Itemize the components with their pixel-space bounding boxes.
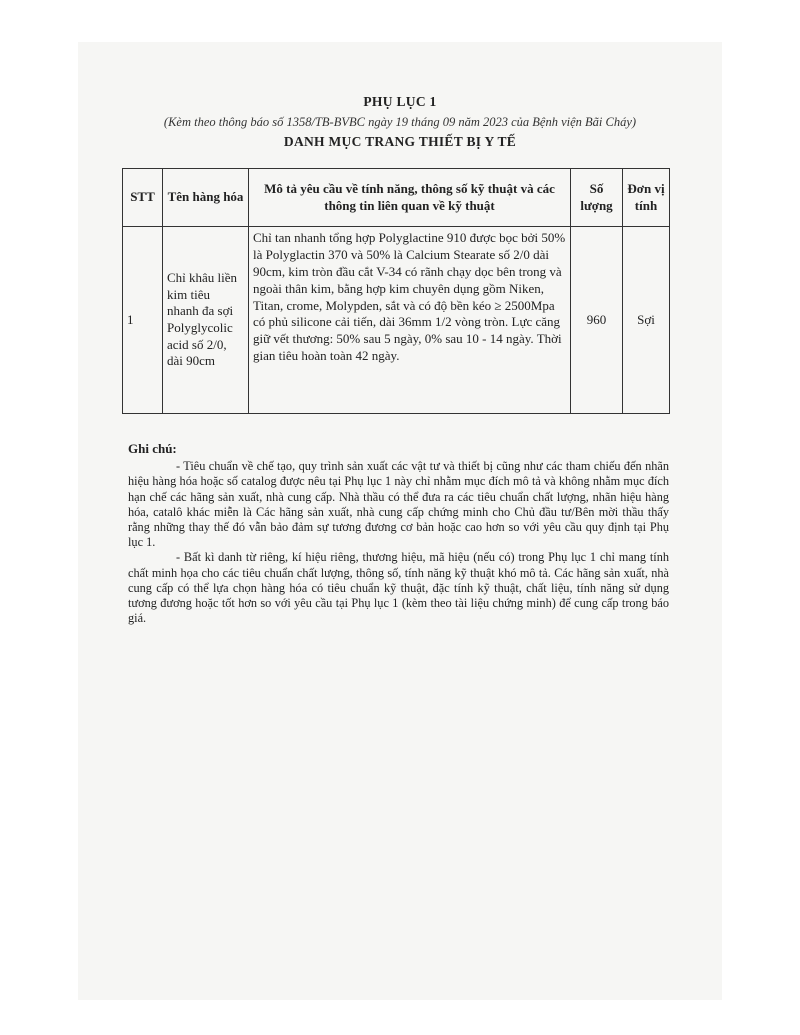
cell-name: Chỉ khâu liền kim tiêu nhanh đa sợi Polyglycolic acid số 2/0, dài 90cm — [163, 227, 249, 414]
notes-title: Ghi chú: — [128, 441, 177, 456]
note-paragraph-1: - Tiêu chuẩn về chế tạo, quy trình sản xuất các vật tư và thiết bị cũng như các tham chiếu đến nhãn hiệu hàng hóa hoặc số catalog được nêu tại Phụ lục 1 này chỉ nhằm mục đích mô tả và không nhằm mục đích hạn chế các hãng sản xuất, nhà cung cấp. Nhà thầu có thể đưa ra các tiêu chuẩn chất lượng, nhãn hiệu hàng hóa, catalô khác miễn là Các hãng sản xuất, nhà cung cấp chứng minh cho Chủ đầu tư/Bên mời thầu thấy rằng những thay thế đó vẫn bảo đảm sự tương đương cơ bản hoặc cao hơn so với yêu cầu quy định tại Phụ lục 1. — [128, 459, 669, 550]
note-paragraph-2: - Bất kì danh từ riêng, kí hiệu riêng, thương hiệu, mã hiệu (nếu có) trong Phụ lục 1 chỉ mang tính chất minh họa cho các tiêu chuẩn chất lượng, thông số, tính năng kỹ thuật khó mô tả. Các hãng sản xuất, nhà cung cấp có thể lựa chọn hàng hóa có tiêu chuẩn kỹ thuật, đặc tính kỹ thuật, chất liệu, tính năng sử dụng tương đương hoặc tốt hơn so với yêu cầu tại Phụ lục 1 (kèm theo tài liệu chứng minh) để cung cấp trong báo giá. — [128, 550, 669, 626]
notes-section — [128, 441, 669, 626]
header-description: Mô tả yêu cầu về tính năng, thông số kỹ thuật và các thông tin liên quan về kỹ thuật — [249, 169, 571, 227]
header-quantity: Số lượng — [571, 169, 623, 227]
header-stt: STT — [123, 169, 163, 227]
cell-unit: Sợi — [623, 227, 670, 414]
document-title: PHỤ LỤC 1 — [363, 94, 437, 109]
table-header-row — [123, 169, 670, 227]
header-unit: Đơn vị tính — [623, 169, 670, 227]
document-heading: DANH MỤC TRANG THIẾT BỊ Y TẾ — [283, 134, 517, 149]
table-row — [123, 227, 670, 414]
document-subtitle: (Kèm theo thông báo số 1358/TB-BVBC ngày 19 tháng 09 năm 2023 của Bệnh viện Bãi Cháy) — [163, 115, 637, 129]
cell-quantity: 960 — [571, 227, 623, 414]
cell-stt: 1 — [123, 227, 163, 414]
header-name: Tên hàng hóa — [163, 169, 249, 227]
cell-description: Chỉ tan nhanh tổng hợp Polyglactine 910 được bọc bởi 50% là Polyglactin 370 và 50% là Calcium Stearate số 2/0 dài 90cm, kim tròn đầu cắt V-34 có rãnh chạy dọc bên trong và ngoài thân kim, bằng hợp kim chuyên dụng gồm Niken, Titan, crome, Molypden, sắt và có độ bền kéo ≥ 2500Mpa có phủ silicone cải tiến, dài 36mm 1/2 vòng tròn. Lực căng giữ vết thương: 50% sau 5 ngày, 0% sau 10 - 14 ngày. Thời gian tiêu hoàn toàn 42 ngày. — [249, 227, 571, 414]
equipment-table — [122, 168, 670, 414]
